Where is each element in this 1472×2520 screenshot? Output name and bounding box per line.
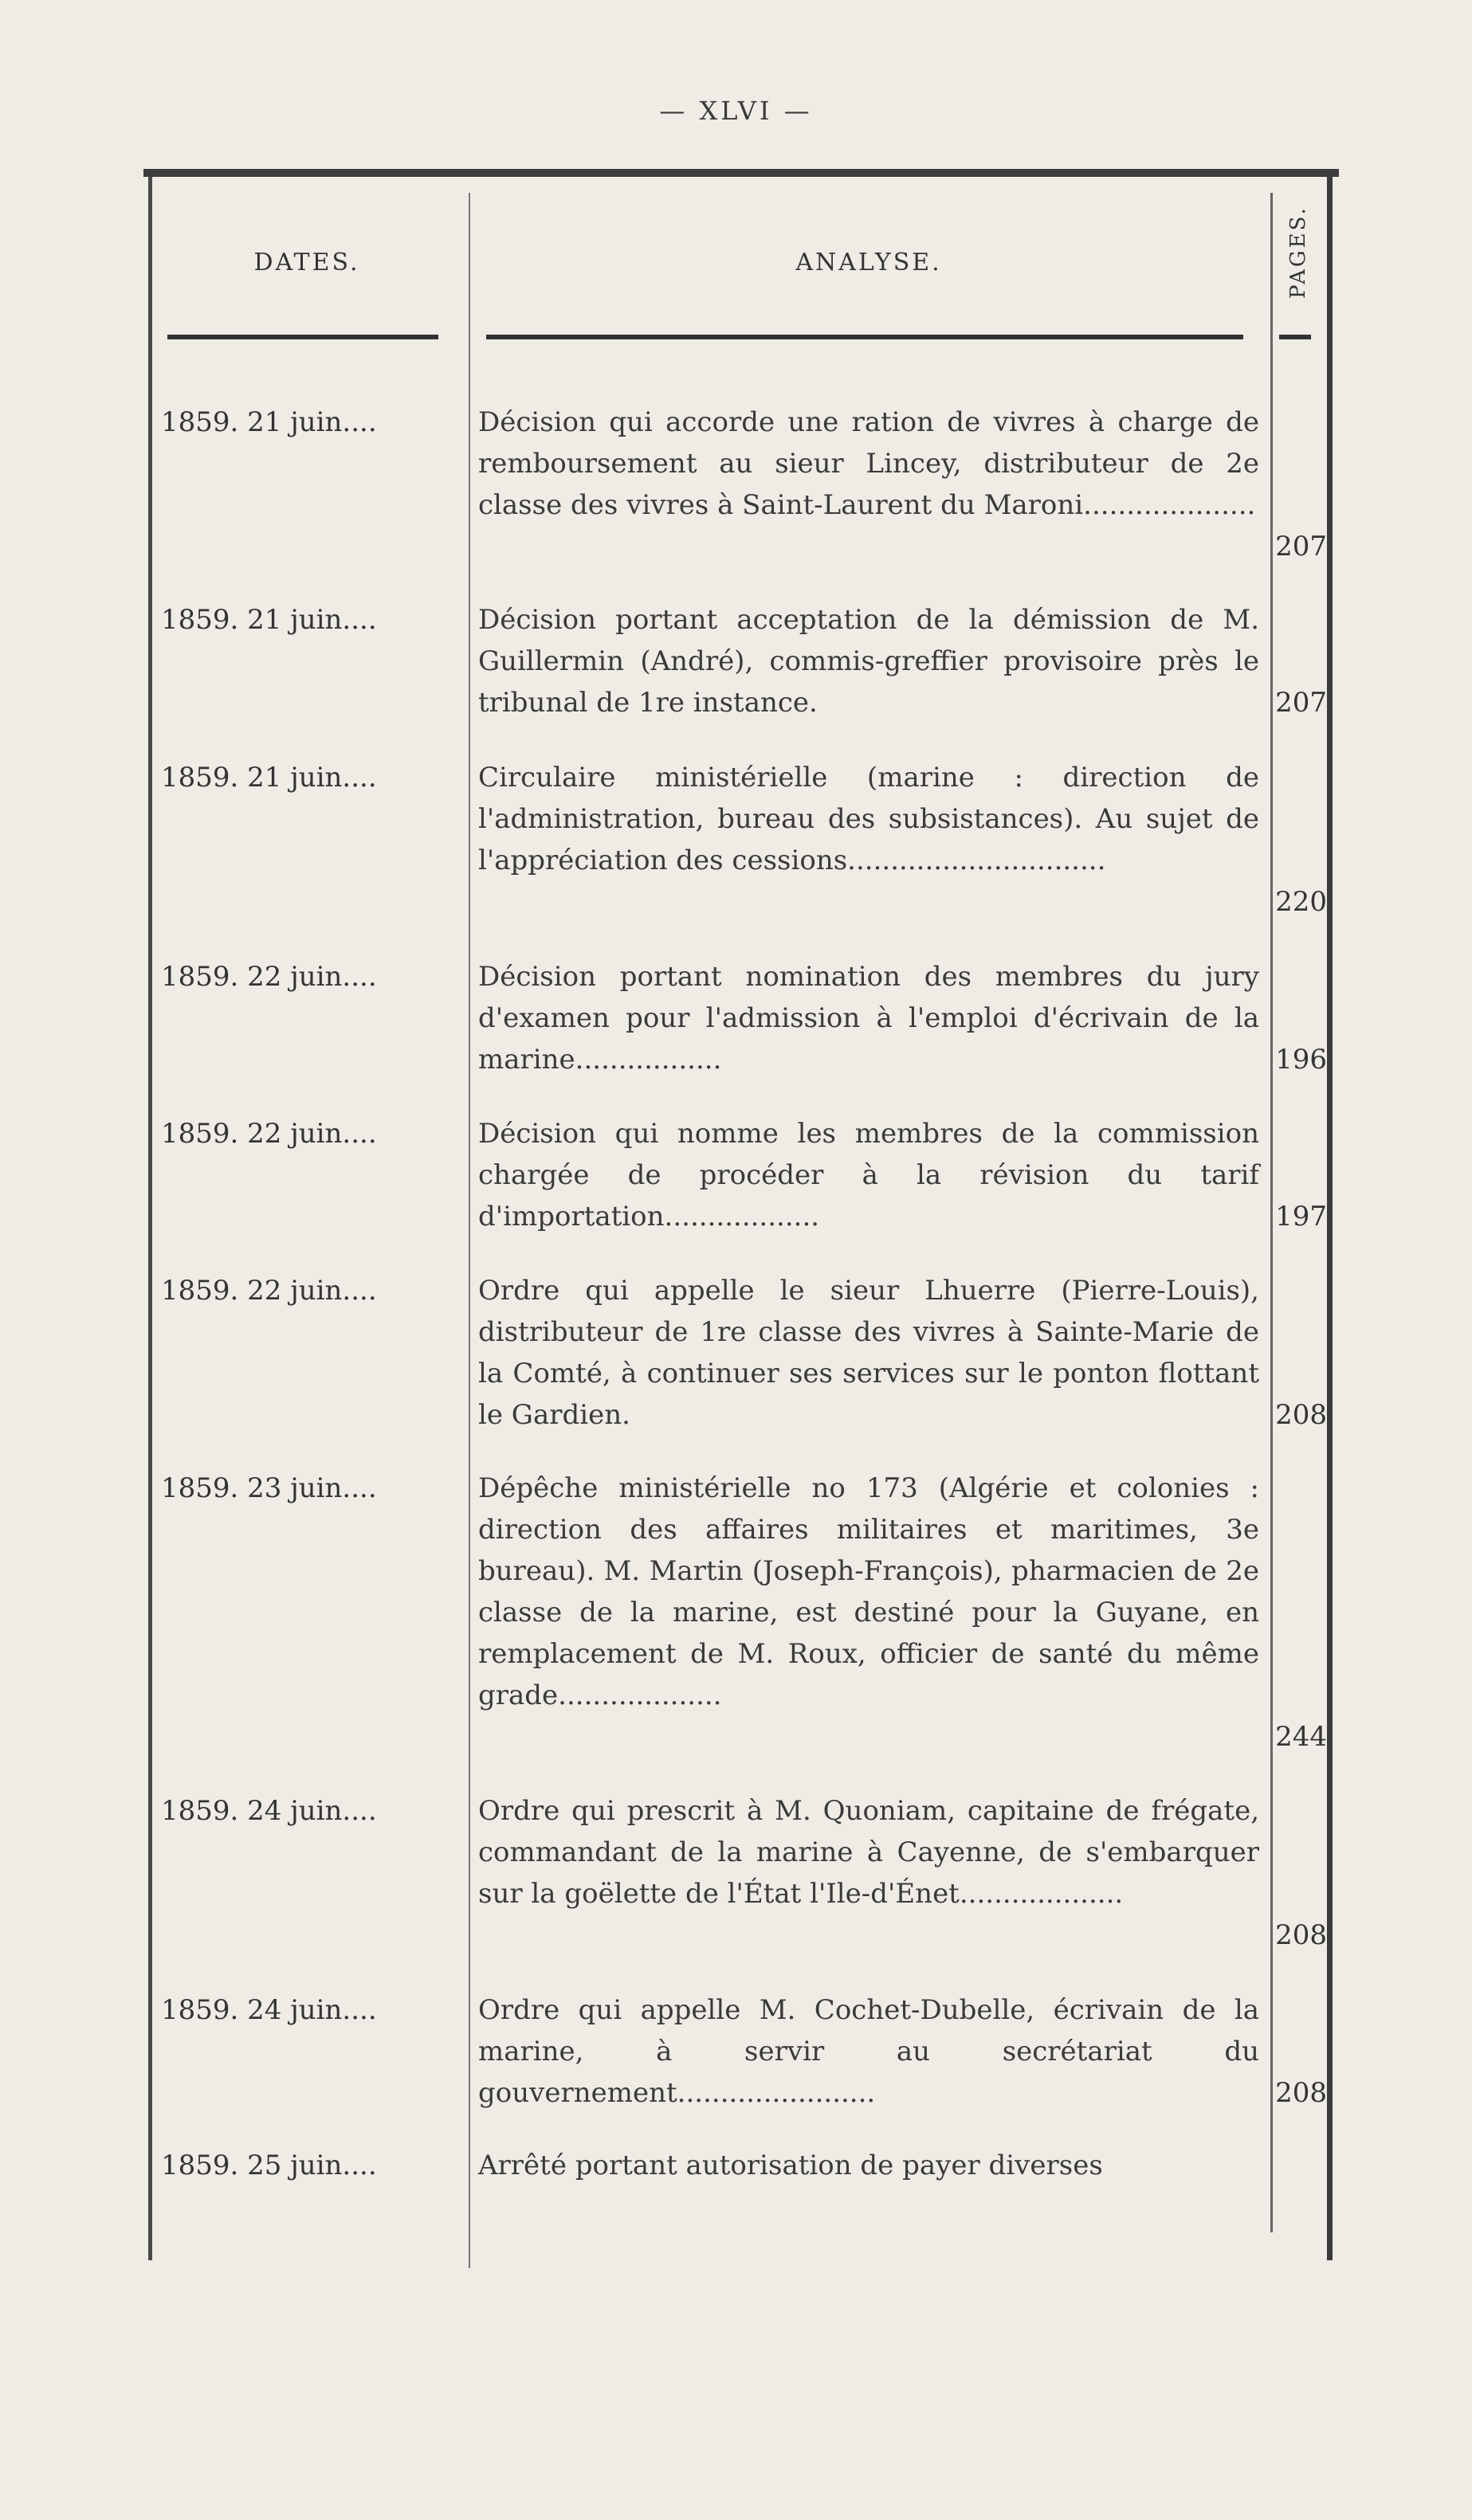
entry-analysis: Ordre qui prescrit à M. Quoniam, capitaine de frégate, commandant de la marine à Cayenne, de s'embarquer sur la goëlette de l'État l'Ile-d'Énet................... (478, 1795, 1259, 1910)
entry-page: 196 (1275, 1044, 1327, 1076)
entry-page: 208 (1275, 1919, 1327, 1951)
entry-analysis: Dépêche ministérielle no 173 (Algérie et colonies : direction des affaires militaires et maritimes, 3e bureau). M. Martin (Joseph-François), pharmacien de 2e classe de la marine, est destiné pour la Guyane, en remplacement de M. Roux, officier de santé du même grade................... (478, 1472, 1259, 1711)
entry-page: 207 (1275, 531, 1327, 562)
top-rule (143, 169, 1339, 177)
entry-analysis: Circulaire ministérielle (marine : direction de l'administration, bureau des subsistances). Au sujet de l'appréciation des cessions.............................. (478, 762, 1259, 876)
entry-analysis: Arrêté portant autorisation de payer diverses (478, 2150, 1103, 2181)
entry-analysis: Décision portant nomination des membres du jury d'examen pour l'admission à l'emploi d'écrivain de la marine................. (478, 961, 1259, 1076)
entry-analysis: Décision portant acceptation de la démission de M. Guillermin (André), commis-greffier provisoire près le tribunal de 1re instance. (478, 604, 1259, 719)
entry-page: 244 (1275, 1721, 1327, 1753)
header-rule-analyse (486, 335, 1243, 339)
entry-date: 1859. 24 juin.... (161, 1994, 377, 2026)
entry-date: 1859. 24 juin.... (161, 1795, 377, 1827)
entry-analysis: Ordre qui appelle le sieur Lhuerre (Pierre-Louis), distributeur de 1re classe des vivres à Sainte-Marie de la Comté, à continuer ses services sur le ponton flottant le Gardien. (478, 1275, 1259, 1431)
page-folio: — XLVI — (659, 96, 813, 126)
entry-date: 1859. 21 juin.... (161, 604, 377, 636)
entry-date: 1859. 22 juin.... (161, 1275, 377, 1307)
entry-page: 208 (1275, 2077, 1327, 2109)
entry-date: 1859. 23 juin.... (161, 1472, 377, 1504)
entry-analysis: Décision qui nomme les membres de la commission chargée de procéder à la révision du tarif d'importation.................. (478, 1118, 1259, 1233)
entry-analysis: Ordre qui appelle M. Cochet-Dubelle, écrivain de la marine, à servir au secrétariat du gouvernement....................... (478, 1994, 1259, 2109)
header-rule-pages (1279, 335, 1311, 339)
entry-page: 220 (1275, 886, 1327, 918)
entry-page: 207 (1275, 687, 1327, 719)
column-divider-dates (469, 193, 470, 2268)
entry-date: 1859. 25 juin.... (161, 2150, 377, 2181)
left-rule (148, 177, 152, 2260)
header-rule-dates (167, 335, 438, 339)
entry-page: 208 (1275, 1399, 1327, 1431)
entry-page: 197 (1275, 1201, 1327, 1233)
header-analyse: ANALYSE. (795, 249, 942, 276)
entry-date: 1859. 22 juin.... (161, 961, 377, 993)
header-dates: DATES. (253, 249, 360, 276)
header-pages: PAGES. (1286, 206, 1310, 300)
index-table (143, 169, 1347, 2263)
entry-date: 1859. 21 juin.... (161, 406, 377, 438)
entry-analysis: Décision qui accorde une ration de vivres à charge de remboursement au sieur Lincey, distributeur de 2e classe des vivres à Saint-Laurent du Maroni.................... (478, 406, 1259, 521)
entry-date: 1859. 21 juin.... (161, 762, 377, 794)
entry-date: 1859. 22 juin.... (161, 1118, 377, 1150)
right-rule (1327, 177, 1333, 2260)
